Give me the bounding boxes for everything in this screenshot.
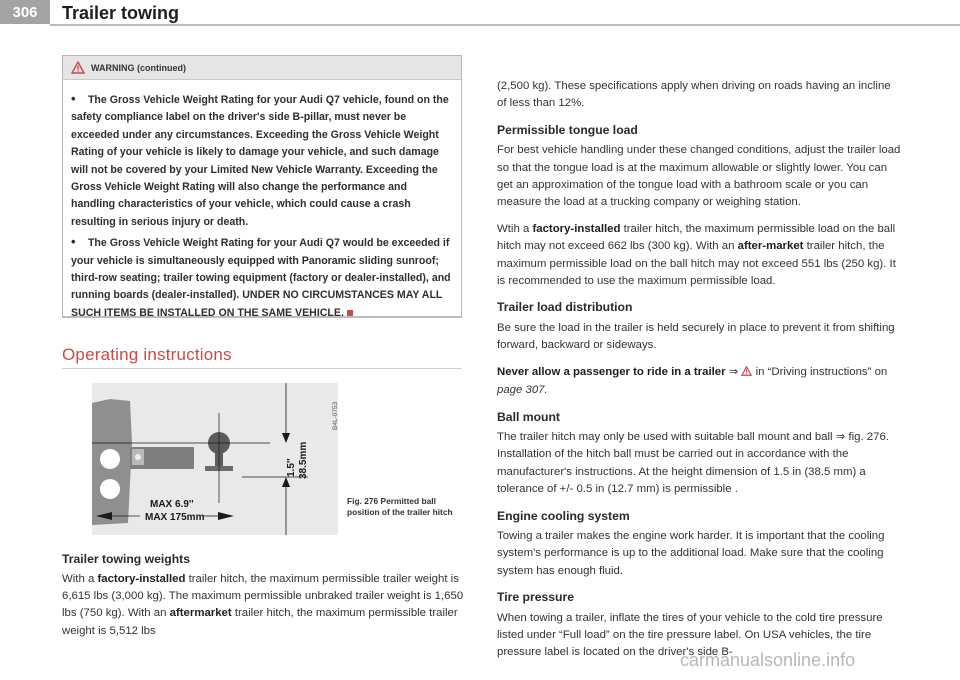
paragraph-load-distribution: Be sure the load in the trailer is held securely in place to prevent it from shifting forward, backward or sideways. bbox=[497, 321, 895, 352]
warning-bullet-1-text: The Gross Vehicle Weight Rating for your Audi Q7 vehicle, found on the safety compliance label on the driver's side B-pillar, must never be exceeded under any circumstances. Exceeding the Gross Vehicle Weight Rating of your vehicle is likely to damage your vehicle, and such damage will not be covered by your Limited New Vehicle Warranty. Exceeding the Gross Vehicle Weight Rating will also change the performance and handling characteristics of your vehicle, which could cause a crash resulting in serious injury or death. bbox=[71, 94, 449, 228]
figure-caption: Fig. 276 Permitted ball position of the trailer hitch bbox=[347, 496, 453, 517]
dim-height-in: 1.5'' bbox=[286, 458, 297, 477]
warning-bullet-2-text: The Gross Vehicle Weight Rating for your Audi Q7 would be exceeded if your vehicle is simultaneously equipped with Panoramic sliding sunroof; third-row seating; trailer towing equipment (factory or dealer-installed), and running boards (dealer-installed). UNDER NO CIRCUMSTANCES MAY ALL SUCH ITEMS BE INSTALLED ON THE SAME VEHICLE. bbox=[71, 237, 451, 319]
page-number: 306 bbox=[0, 0, 50, 24]
towing-weights-paragraph: With a factory-installed trailer hitch, the maximum permissible trailer weight is 6,615 lbs (3,000 kg). The maximum permissible unbraked trailer weight is 1,650 lbs (750 kg). With an aftermarket trailer hitch, the maximum permissible trailer weight is 5,512 lbs bbox=[62, 573, 464, 637]
figure-code: B4L-0753 bbox=[332, 401, 339, 431]
ball-mount-diagram bbox=[92, 383, 338, 535]
subhead-ball-mount: Ball mount bbox=[497, 409, 560, 424]
paragraph-engine-cooling: Towing a trailer makes the engine work harder. It is important that the cooling system's performance is up to the additional load. Make sure that the cooling system has enough fluid. bbox=[497, 529, 885, 577]
subhead-trailer-towing-weights: Trailer towing weights bbox=[62, 552, 190, 566]
mount-hole-upper bbox=[100, 449, 120, 469]
right-column bbox=[497, 78, 901, 662]
paragraph-incline: (2,500 kg). These specifications apply when driving on roads having an incline of less than 12%. bbox=[497, 80, 891, 110]
warning-triangle-icon bbox=[71, 61, 85, 74]
warning-triangle-icon bbox=[741, 365, 752, 382]
paragraph-ball-hitch-load: Wtih a factory-installed trailer hitch, the maximum permissible load on the ball hitch may not exceed 662 lbs (300 kg). With an after-market trailer hitch, the maximum permissible load on the ball hitch may not exceed 551 lbs (250 kg). It is recommended to use the maximum permissible load. bbox=[497, 222, 896, 288]
page-title: Trailer towing bbox=[62, 3, 180, 23]
warning-header bbox=[63, 56, 461, 80]
warning-label: WARNING (continued) bbox=[91, 62, 186, 73]
header-divider bbox=[50, 24, 960, 26]
mount-hole-lower bbox=[100, 479, 120, 499]
paragraph-passenger-warning: Never allow a passenger to ride in a trailer ⇒ in “Driving instructions” on page 307. bbox=[497, 365, 888, 397]
section-title: Operating instructions bbox=[62, 345, 232, 364]
section-divider bbox=[62, 368, 462, 369]
warning-bullet-2: • The Gross Vehicle Weight Rating for your Audi Q7 would be exceeded if your vehicle is simultaneously equipped with Panoramic sliding sunroof; third-row seating; trailer towing equipment (factory or dealer-installed), and running boards (dealer-installed). UNDER NO CIRCUMSTANCES MAY ALL SUCH ITEMS BE INSTALLED ON THE SAME VEHICLE. bbox=[71, 234, 451, 319]
warning-bullet-1: • The Gross Vehicle Weight Rating for your Audi Q7 vehicle, found on the safety compliance label on the driver's side B-pillar, must never be exceeded under any circumstances. Exceeding the Gross Vehicle Weight Rating of your vehicle is likely to damage your vehicle, and such damage will not be covered by your Limited New Vehicle Warranty. Exceeding the Gross Vehicle Weight Rating will also change the performance and handling characteristics of your vehicle, which could cause a crash resulting in serious injury or death. bbox=[71, 91, 449, 228]
paragraph-ball-mount: The trailer hitch may only be used with suitable ball mount and ball ⇒ fig. 276. Installation of the hitch ball must be carried out in accordance with the manufacturer's instructions. At the height dimension of 1.5 in (38.5 mm) a tolerance of +/- 0.5 in (12.7 mm) is permissible . bbox=[497, 430, 889, 496]
page-reference-link[interactable]: page 307. bbox=[497, 384, 548, 397]
subhead-engine-cooling: Engine cooling system bbox=[497, 508, 630, 523]
section-end-marker bbox=[347, 310, 353, 316]
dim-max-in: MAX 6.9'' bbox=[150, 499, 194, 510]
pin-dot bbox=[135, 454, 141, 460]
subhead-tire-pressure: Tire pressure bbox=[497, 590, 575, 605]
dim-height-mm: 38.5mm bbox=[298, 441, 309, 479]
paragraph-tongue-load: For best vehicle handling under these changed conditions, adjust the trailer load so that the tongue load is at the maximum allowable or slightly lower. You can get an approximation of the tongue load with a bathroom scale or you can measure the load at a trucking company or weighing station. bbox=[497, 144, 901, 209]
subhead-load-distribution: Trailer load distribution bbox=[497, 300, 633, 315]
paragraph-tire-pressure: When towing a trailer, inflate the tires of your vehicle to the cold tire pressure listed under “Full load” on the tire pressure label. On USA vehicles, the tire pressure label is located on the driver's side B- bbox=[497, 611, 883, 659]
dim-max-mm: MAX 175mm bbox=[145, 512, 205, 523]
watermark: carmanualsonline.info bbox=[680, 650, 856, 670]
subhead-tongue-load: Permissible tongue load bbox=[497, 122, 638, 137]
warning-box bbox=[62, 55, 462, 318]
